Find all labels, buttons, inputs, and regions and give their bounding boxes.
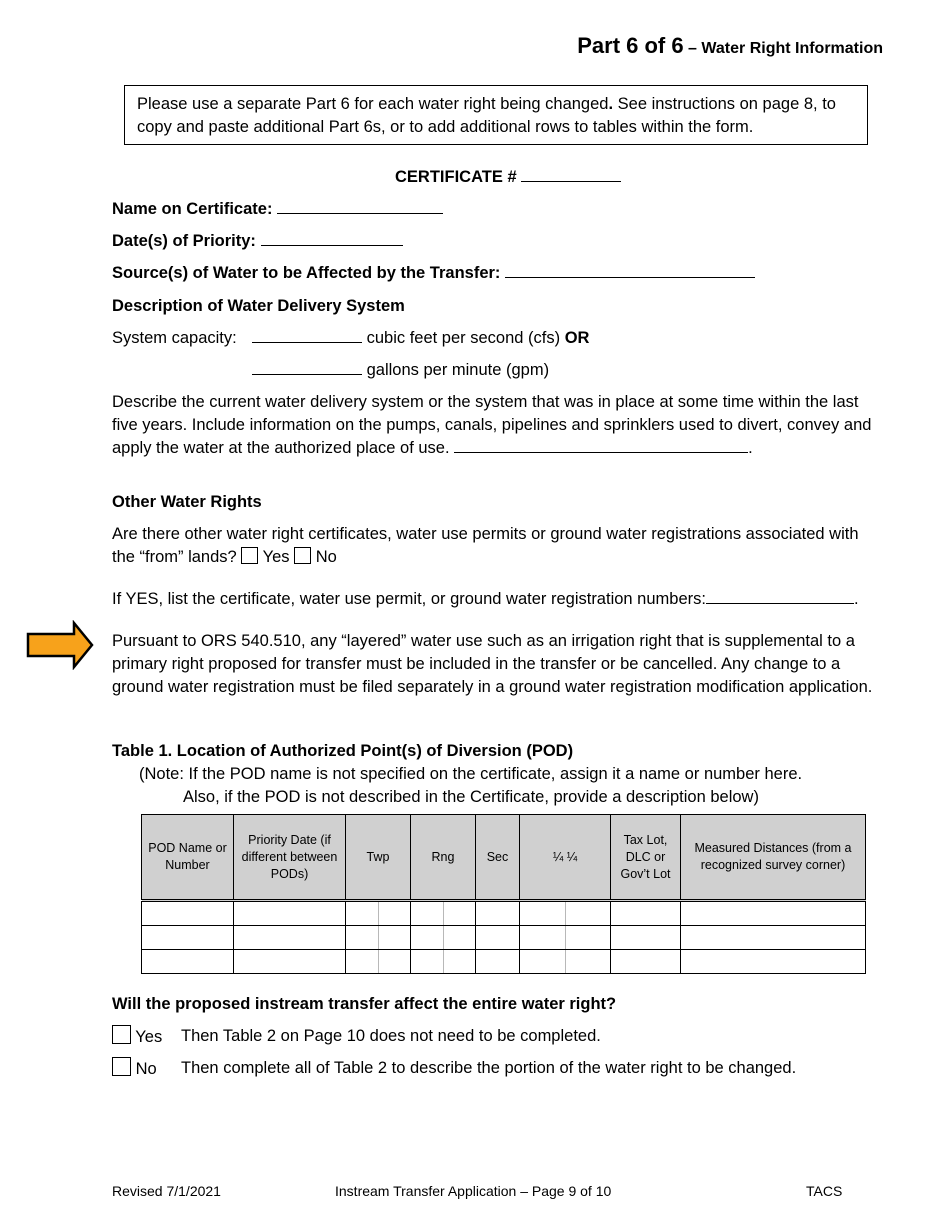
other-rights-yes-checkbox[interactable] [241,547,258,564]
table-cell[interactable] [234,901,346,926]
part-subtitle: – Water Right Information [683,40,883,57]
if-yes-row [112,588,859,611]
table-cell[interactable] [234,926,346,950]
delivery-description-text: Describe the current water delivery system or the system that was in place at some time within the last five years. Include information on the pumps, canals, pipelines and sprinklers used to divert, convey and apply the water at the authorized place of use. [112,393,872,457]
other-rights-heading: Other Water Rights [112,493,262,511]
table-cell[interactable] [520,901,611,926]
table-cell[interactable] [476,950,520,974]
table-row [142,926,866,950]
arrow-icon [26,620,94,670]
delivery-period: . [748,439,753,457]
col-sec: Sec [476,815,520,901]
table-cell[interactable] [681,950,866,974]
table-cell[interactable] [611,926,681,950]
table-cell[interactable] [476,901,520,926]
if-yes-period: . [853,590,859,608]
notice-text-before: Please use a separate Part 6 for each water right being changed [137,95,609,113]
table-cell[interactable] [142,901,234,926]
priority-dates-field[interactable] [261,230,403,246]
cfs-field[interactable] [252,327,362,343]
name-on-certificate-row [112,198,443,221]
priority-dates-label: Date(s) of Priority: [112,232,256,250]
other-rights-question [112,523,882,569]
if-yes-label: If YES, list the certificate, water use permit, or ground water registration numbers: [112,590,706,608]
gpm-unit: gallons per minute (gpm) [366,361,550,379]
page-header [577,33,883,59]
entire-right-question: Will the proposed instream transfer affect the entire water right? [112,995,617,1013]
name-on-certificate-field[interactable] [277,198,443,214]
other-rights-no-label: No [315,548,337,566]
table-cell[interactable] [611,901,681,926]
entire-right-yes-row [112,1025,162,1049]
cfs-unit: cubic feet per second (cfs) [366,329,561,347]
table-cell[interactable] [411,926,476,950]
col-twp: Twp [346,815,411,901]
registration-numbers-field[interactable] [706,588,854,604]
table-cell[interactable] [346,950,411,974]
certificate-label: CERTIFICATE # [395,168,517,186]
sources-row [112,262,755,285]
table-row [142,901,866,926]
table-cell[interactable] [611,950,681,974]
table-cell[interactable] [234,950,346,974]
cfs-row [252,327,589,350]
delivery-description-field[interactable] [454,437,748,453]
table1-note-line1: (Note: If the POD name is not specified on the certificate, assign it a name or number here. [139,765,803,783]
instructions-notice [124,85,868,145]
entire-right-no-label: No [135,1060,157,1078]
col-measured-distances: Measured Distances (from a recognized survey corner) [681,815,866,901]
entire-right-yes-text: Then Table 2 on Page 10 does not need to be completed. [181,1027,601,1045]
table-cell[interactable] [142,926,234,950]
part-label: Part 6 of 6 [577,33,684,58]
col-pod-name: POD Name or Number [142,815,234,901]
other-rights-yes-label: Yes [262,548,290,566]
gpm-row [252,359,549,382]
or-label: OR [564,329,590,347]
sources-field[interactable] [505,262,755,278]
table-cell[interactable] [520,926,611,950]
footer-revised: Revised 7/1/2021 [112,1183,221,1199]
col-priority-date: Priority Date (if different between PODs) [234,815,346,901]
table-cell[interactable] [681,901,866,926]
footer-page: Instream Transfer Application – Page 9 of 10 [335,1183,612,1199]
entire-right-no-text: Then complete all of Table 2 to describe the portion of the water right to be changed. [181,1059,797,1077]
name-on-certificate-label: Name on Certificate: [112,200,273,218]
pod-table [141,814,866,974]
notice-text-after: See instructions on page 8, to copy and paste additional Part 6s, or to add additional rows to tables within the form. [137,95,836,136]
col-quarter-quarter: ¼ ¼ [520,815,611,901]
priority-dates-row [112,230,403,253]
footer-tacs: TACS [806,1183,843,1199]
other-rights-no-checkbox[interactable] [294,547,311,564]
pursuant-paragraph: Pursuant to ORS 540.510, any “layered” water use such as an irrigation right that is supplemental to a primary right proposed for transfer must be included in the transfer or be cancelled. Any change to a ground water registration must be filed separately in a ground water registration modification application. [112,632,873,696]
sources-label: Source(s) of Water to be Affected by the Transfer: [112,264,501,282]
certificate-number-row [395,166,621,189]
table1-note-line2: Also, if the POD is not described in the Certificate, provide a description below) [183,788,759,806]
table-row [142,950,866,974]
delivery-heading: Description of Water Delivery System [112,297,405,315]
col-tax-lot: Tax Lot, DLC or Gov’t Lot [611,815,681,901]
table-cell[interactable] [681,926,866,950]
table1-title: Table 1. Location of Authorized Point(s) of Diversion (POD) [112,742,574,760]
capacity-label: System capacity: [112,329,237,347]
notice-text-bold: . [608,95,614,113]
entire-right-yes-checkbox[interactable] [112,1025,131,1044]
entire-right-yes-label: Yes [135,1028,163,1046]
table-cell[interactable] [411,901,476,926]
gpm-field[interactable] [252,359,362,375]
other-rights-question-text: Are there other water right certificates, water use permits or ground water registrations associated with the “from” lands? [112,525,859,566]
delivery-description [112,391,872,460]
table-cell[interactable] [520,950,611,974]
table-cell[interactable] [142,950,234,974]
certificate-number-field[interactable] [521,166,621,182]
entire-right-no-row [112,1057,157,1081]
entire-right-no-checkbox[interactable] [112,1057,131,1076]
col-rng: Rng [411,815,476,901]
table-cell[interactable] [411,950,476,974]
table-cell[interactable] [476,926,520,950]
table-cell[interactable] [346,926,411,950]
table-cell[interactable] [346,901,411,926]
